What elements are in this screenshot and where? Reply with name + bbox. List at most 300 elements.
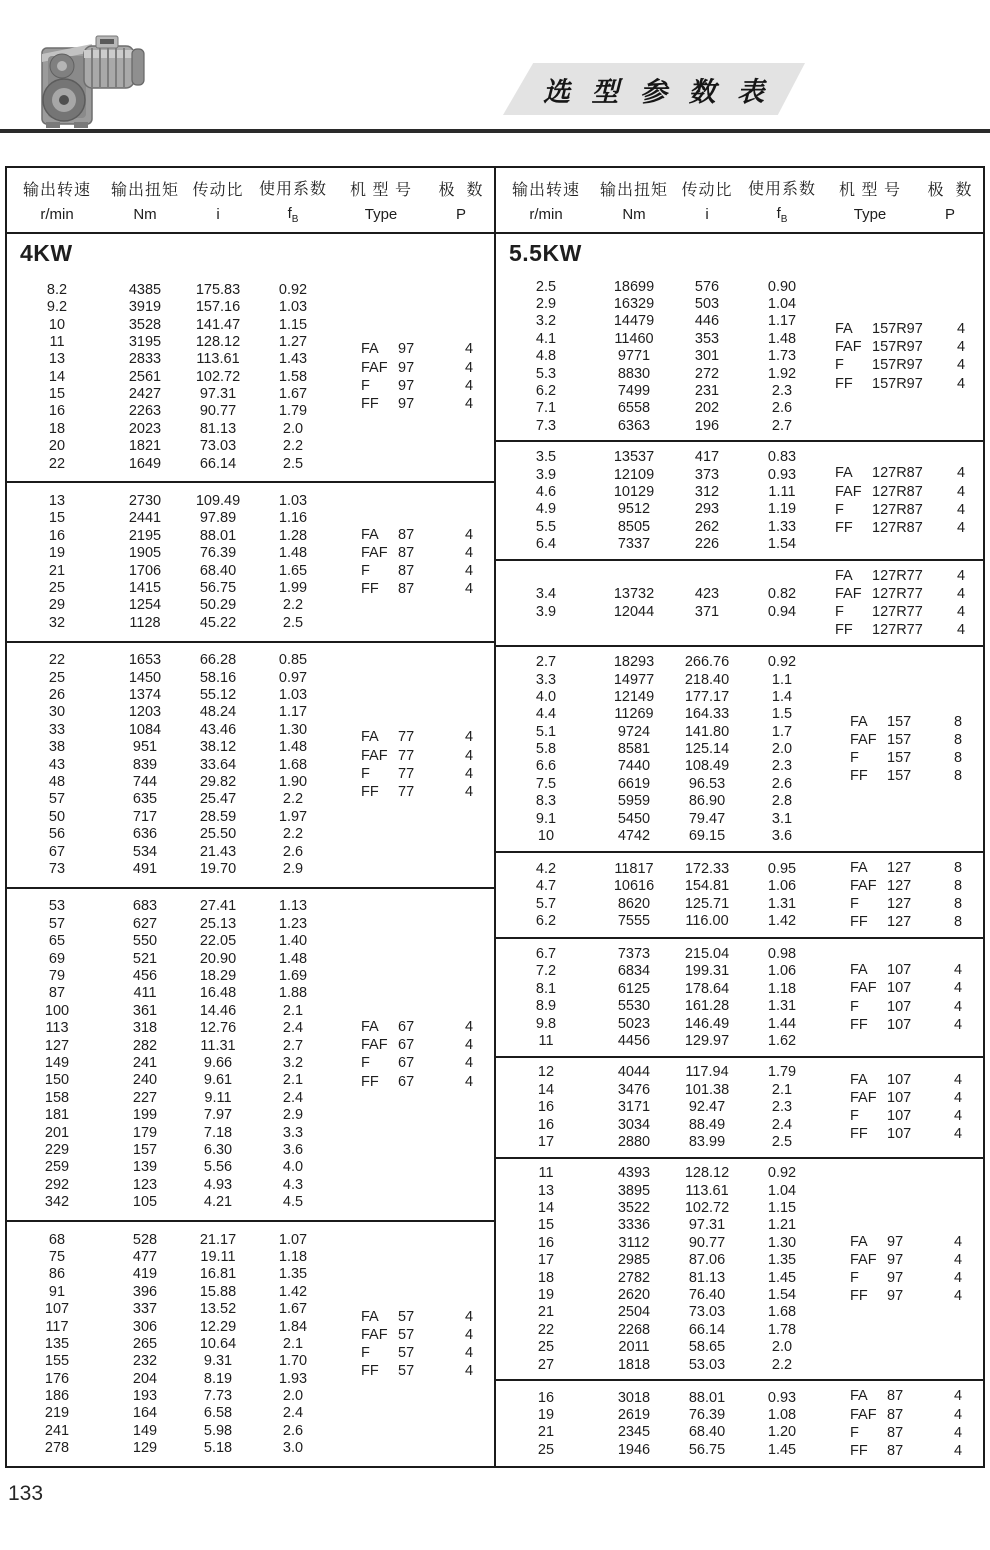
type-model: 127R87 xyxy=(872,501,923,518)
table-cell: 113.61 xyxy=(685,1182,729,1199)
table-cell: 1084 xyxy=(128,721,162,738)
table-cell: 16 xyxy=(537,1099,555,1116)
pole-count: 4 xyxy=(464,783,474,800)
table-cell: 179 xyxy=(132,1124,158,1141)
type-model: 87 xyxy=(887,1388,904,1405)
table-cell: 100 xyxy=(44,1002,70,1019)
table-cell: 87.06 xyxy=(688,1252,726,1269)
type-model: 157R97 xyxy=(872,375,923,392)
header-divider-rule xyxy=(0,129,990,133)
pole-count: 4 xyxy=(464,377,474,394)
table-cell: 97.31 xyxy=(199,386,237,403)
table-cell: 1.65 xyxy=(278,562,308,579)
table-row xyxy=(7,1353,333,1370)
pole-count: 4 xyxy=(956,483,966,500)
table-cell: 16.48 xyxy=(199,985,237,1002)
table-cell: 1.54 xyxy=(767,1287,797,1304)
table-cell: 105 xyxy=(132,1194,158,1211)
type-series: FAF xyxy=(850,980,877,997)
table-cell: 2.3 xyxy=(771,1099,793,1116)
header-type-en: Type xyxy=(364,206,398,223)
table-cell: 3.4 xyxy=(535,586,557,603)
table-cell: 2.9 xyxy=(535,296,557,313)
table-cell: 26 xyxy=(48,687,66,704)
table-cell: 4044 xyxy=(617,1064,651,1081)
table-cell: 265 xyxy=(132,1335,158,1352)
table-cell: 11460 xyxy=(614,330,654,347)
table-cell: 12109 xyxy=(613,466,655,483)
table-cell: 419 xyxy=(132,1266,158,1283)
table-cell: 177.17 xyxy=(684,688,730,705)
table-cell: 361 xyxy=(132,1002,158,1019)
table-row xyxy=(7,669,333,686)
type-row xyxy=(333,765,494,783)
header-col-speed xyxy=(7,168,107,232)
type-series: F xyxy=(361,765,370,782)
group-type-list xyxy=(822,713,983,786)
type-series: F xyxy=(835,501,844,518)
table-cell: 12.76 xyxy=(199,1020,237,1037)
table-cell: 107 xyxy=(44,1301,70,1318)
table-cell: 373 xyxy=(694,466,720,483)
type-series: FAF xyxy=(835,586,862,603)
table-cell: 2.6 xyxy=(282,843,304,860)
table-cell: 1.17 xyxy=(278,704,308,721)
table-cell: 14 xyxy=(48,368,66,385)
table-row xyxy=(496,723,822,740)
table-cell: 2.7 xyxy=(771,417,793,434)
table-cell: 1.4 xyxy=(771,688,793,705)
table-cell: 79.47 xyxy=(688,810,726,827)
table-row xyxy=(496,365,822,382)
table-cell: 2833 xyxy=(128,351,162,368)
table-cell: 155 xyxy=(44,1353,70,1370)
table-cell: 108.49 xyxy=(684,758,730,775)
table-cell: 154.81 xyxy=(684,878,730,895)
page-title-banner xyxy=(503,63,805,115)
table-cell: 3112 xyxy=(618,1234,650,1251)
parameter-group xyxy=(496,1379,983,1466)
table-cell: 186 xyxy=(44,1388,70,1405)
type-series: FAF xyxy=(835,339,862,356)
table-cell: 1.30 xyxy=(767,1234,797,1251)
type-model: 157 xyxy=(887,732,912,748)
table-cell: 10616 xyxy=(613,878,655,895)
table-cell: 86 xyxy=(48,1266,66,1283)
table-cell: 491 xyxy=(132,860,158,877)
header-torque-en: Nm xyxy=(133,206,157,223)
pole-count: 4 xyxy=(953,1388,963,1405)
type-series: FAF xyxy=(361,359,388,376)
table-cell: 1.42 xyxy=(278,1283,308,1300)
table-row xyxy=(7,438,333,455)
type-row xyxy=(822,603,983,621)
type-model: 157 xyxy=(887,750,912,767)
table-cell: 15 xyxy=(48,386,66,403)
table-cell: 2.6 xyxy=(771,400,793,417)
type-row xyxy=(822,1287,983,1305)
table-cell: 29 xyxy=(48,597,66,614)
table-cell: 1.62 xyxy=(767,1033,797,1050)
table-row xyxy=(496,603,822,620)
table-cell: 2.4 xyxy=(771,1116,793,1133)
table-cell: 178.64 xyxy=(684,980,730,997)
table-cell: 521 xyxy=(132,950,158,967)
type-series: F xyxy=(850,1270,859,1287)
table-cell: 66.14 xyxy=(688,1321,726,1338)
table-cell: 4.3 xyxy=(282,1176,304,1193)
type-row xyxy=(333,1308,494,1326)
table-row xyxy=(496,1015,822,1032)
table-row xyxy=(7,1020,333,1037)
table-cell: 3919 xyxy=(128,299,162,316)
table-row xyxy=(496,827,822,844)
table-row xyxy=(7,1054,333,1071)
table-cell: 262 xyxy=(694,518,720,535)
type-row xyxy=(333,340,494,358)
table-cell: 128.12 xyxy=(195,333,241,350)
table-cell: 81.13 xyxy=(199,420,237,437)
table-cell: 1.27 xyxy=(278,333,308,350)
table-cell: 5.1 xyxy=(535,723,557,740)
table-cell: 3018 xyxy=(617,1389,651,1406)
table-row xyxy=(7,316,333,333)
table-cell: 101.38 xyxy=(684,1081,730,1098)
table-cell: 4.5 xyxy=(282,1194,304,1211)
table-row xyxy=(7,420,333,437)
table-cell: 2620 xyxy=(617,1287,651,1304)
table-row xyxy=(7,597,333,614)
table-cell: 2268 xyxy=(617,1321,651,1338)
table-cell: 5023 xyxy=(617,1015,651,1032)
table-cell: 1.16 xyxy=(278,510,308,527)
table-cell: 48.24 xyxy=(199,704,237,721)
table-row xyxy=(496,1234,822,1251)
pole-count: 4 xyxy=(953,1270,963,1287)
table-cell: 4.93 xyxy=(203,1176,233,1193)
table-cell: 6125 xyxy=(617,980,651,997)
table-cell: 13732 xyxy=(613,586,655,603)
table-cell: 2.2 xyxy=(771,1356,793,1373)
table-cell: 6.2 xyxy=(535,383,557,399)
group-type-list xyxy=(822,320,983,393)
table-cell: 282 xyxy=(132,1037,158,1054)
table-cell: 20.90 xyxy=(199,950,237,967)
table-cell: 1.68 xyxy=(767,1304,797,1321)
type-row xyxy=(822,1405,983,1423)
table-cell: 25 xyxy=(537,1339,555,1356)
type-row xyxy=(822,567,983,585)
group-data-rows xyxy=(496,860,822,930)
table-cell: 38.12 xyxy=(199,739,237,756)
table-cell: 1.7 xyxy=(771,723,793,740)
table-row xyxy=(496,775,822,792)
table-cell: 292 xyxy=(44,1176,70,1193)
table-cell: 29.82 xyxy=(199,774,237,791)
table-cell: 76.39 xyxy=(199,545,237,562)
table-cell: 116.00 xyxy=(685,913,729,930)
table-cell: 7.97 xyxy=(203,1107,233,1124)
table-cell: 259 xyxy=(44,1159,70,1176)
table-cell: 9.8 xyxy=(535,1015,557,1032)
table-row xyxy=(496,400,822,417)
table-cell: 96.53 xyxy=(688,775,726,792)
table-cell: 73.03 xyxy=(688,1304,726,1321)
table-cell: 446 xyxy=(694,313,720,330)
table-cell: 25.50 xyxy=(199,826,237,843)
type-series: F xyxy=(361,1345,370,1362)
type-row xyxy=(822,877,983,895)
table-cell: 67 xyxy=(48,843,66,860)
table-cell: 193 xyxy=(132,1388,158,1405)
parameter-group xyxy=(7,641,494,887)
type-series: FF xyxy=(850,1016,868,1033)
table-cell: 129 xyxy=(132,1440,158,1457)
table-cell: 1905 xyxy=(128,545,162,562)
table-cell: 2.2 xyxy=(282,438,304,455)
type-row xyxy=(333,1072,494,1090)
table-cell: 1.40 xyxy=(278,933,308,950)
table-header xyxy=(7,168,494,234)
table-cell: 9.1 xyxy=(535,810,557,827)
type-row xyxy=(333,1344,494,1362)
table-cell: 1.5 xyxy=(771,706,793,723)
table-row xyxy=(496,671,822,688)
table-cell: 3.6 xyxy=(771,828,793,845)
table-cell: 53.03 xyxy=(688,1356,726,1373)
table-row xyxy=(496,1406,822,1423)
table-cell: 8.9 xyxy=(535,998,557,1015)
type-row xyxy=(822,1424,983,1442)
table-row xyxy=(7,860,333,877)
table-cell: 102.72 xyxy=(195,368,241,385)
groups-4kw xyxy=(7,272,494,1466)
type-series: FAF xyxy=(361,747,388,764)
table-row xyxy=(496,1182,822,1199)
table-cell: 69.15 xyxy=(688,828,726,845)
table-cell: 158 xyxy=(44,1089,70,1106)
table-row xyxy=(7,686,333,703)
table-row xyxy=(7,721,333,738)
table-cell: 18699 xyxy=(613,278,655,295)
table-cell: 7.73 xyxy=(203,1388,233,1405)
table-row xyxy=(7,1422,333,1439)
table-cell: 10 xyxy=(48,316,66,333)
table-cell: 2.0 xyxy=(282,420,304,437)
type-model: 127R87 xyxy=(872,519,923,536)
table-cell: 293 xyxy=(694,501,720,518)
header-col-speed xyxy=(496,168,596,232)
table-cell: 1.48 xyxy=(278,739,308,756)
table-cell: 90.77 xyxy=(688,1234,726,1251)
table-row xyxy=(496,1064,822,1081)
table-cell: 1.06 xyxy=(767,963,797,980)
table-cell: 1.17 xyxy=(767,313,797,330)
table-cell: 27 xyxy=(537,1356,555,1373)
type-model: 107 xyxy=(887,1108,912,1125)
table-cell: 14.46 xyxy=(199,1002,237,1019)
table-cell: 2011 xyxy=(618,1339,650,1356)
table-cell: 1254 xyxy=(128,597,162,614)
table-row xyxy=(496,295,822,312)
table-cell: 20 xyxy=(48,438,66,455)
table-row xyxy=(7,652,333,669)
type-model: 97 xyxy=(398,341,415,358)
table-cell: 2.0 xyxy=(771,741,793,758)
pole-count: 4 xyxy=(464,1055,474,1072)
group-data-rows xyxy=(7,898,333,1211)
table-row xyxy=(7,614,333,631)
table-cell: 1.13 xyxy=(278,898,308,915)
table-row xyxy=(496,1133,822,1150)
table-cell: 11817 xyxy=(614,860,654,877)
header-col-factor xyxy=(742,168,822,232)
table-cell: 1.1 xyxy=(771,671,793,688)
table-cell: 16 xyxy=(48,527,66,544)
type-series: FA xyxy=(850,859,868,876)
table-cell: 6363 xyxy=(617,417,651,434)
table-row xyxy=(7,739,333,756)
table-cell: 1821 xyxy=(128,438,162,455)
type-row xyxy=(333,562,494,580)
table-cell: 11.31 xyxy=(200,1037,236,1054)
table-cell: 10.64 xyxy=(199,1335,237,1352)
table-cell: 1.67 xyxy=(278,1301,308,1318)
table-row xyxy=(496,706,822,723)
table-row xyxy=(496,1081,822,1098)
table-row xyxy=(7,808,333,825)
table-row xyxy=(496,1252,822,1269)
type-model: 77 xyxy=(398,783,415,800)
table-cell: 11 xyxy=(538,1165,554,1182)
type-row xyxy=(822,961,983,979)
table-cell: 88.01 xyxy=(199,527,237,544)
table-cell: 1.18 xyxy=(767,980,797,997)
type-model: 57 xyxy=(398,1363,415,1380)
type-row xyxy=(822,1016,983,1034)
table-cell: 10 xyxy=(537,828,555,845)
type-model: 127 xyxy=(887,859,912,876)
type-model: 127 xyxy=(887,896,912,913)
type-series: F xyxy=(361,1055,370,1072)
table-cell: 0.97 xyxy=(278,669,308,686)
type-model: 127R87 xyxy=(872,483,923,500)
table-cell: 3.0 xyxy=(282,1440,304,1457)
group-type-list xyxy=(822,961,983,1034)
table-cell: 9.61 xyxy=(203,1072,233,1089)
table-row xyxy=(496,518,822,535)
type-series: FA xyxy=(850,962,868,979)
table-row xyxy=(7,545,333,562)
type-model: 57 xyxy=(398,1326,415,1343)
pole-count: 4 xyxy=(464,1308,474,1325)
pole-count: 8 xyxy=(953,859,963,876)
table-cell: 202 xyxy=(694,400,720,417)
type-series: FF xyxy=(835,375,853,392)
table-cell: 417 xyxy=(694,449,720,466)
table-cell: 25.47 xyxy=(199,791,237,808)
table-cell: 117 xyxy=(45,1318,69,1335)
table-cell: 7.3 xyxy=(535,417,557,434)
header-col-type xyxy=(822,168,918,232)
table-cell: 19 xyxy=(48,545,66,562)
table-cell: 69 xyxy=(48,950,66,967)
type-model: 77 xyxy=(398,765,415,782)
pole-count: 4 xyxy=(953,1126,963,1143)
type-row xyxy=(822,585,983,603)
table-cell: 125.14 xyxy=(684,741,730,758)
parameter-group xyxy=(7,481,494,640)
table-cell: 3.9 xyxy=(535,603,557,620)
table-row xyxy=(7,826,333,843)
table-cell: 3476 xyxy=(617,1081,651,1098)
type-row xyxy=(822,621,983,639)
table-cell: 5.7 xyxy=(535,895,557,912)
table-row xyxy=(496,501,822,518)
type-model: 77 xyxy=(398,747,415,764)
table-cell: 1415 xyxy=(128,580,162,597)
table-row xyxy=(7,527,333,544)
table-cell: 1.19 xyxy=(767,501,797,518)
table-cell: 6558 xyxy=(617,400,651,417)
table-cell: 528 xyxy=(132,1231,158,1248)
table-cell: 21 xyxy=(48,562,66,579)
table-cell: 0.90 xyxy=(767,278,797,295)
header-factor-en: $f_B$ xyxy=(287,204,299,225)
table-cell: 1450 xyxy=(128,669,162,686)
table-cell: 9.66 xyxy=(203,1054,233,1071)
pole-count: 4 xyxy=(953,980,963,997)
table-cell: 3034 xyxy=(617,1116,651,1133)
type-series: FAF xyxy=(850,1406,877,1423)
table-row xyxy=(7,333,333,350)
type-model: 97 xyxy=(887,1251,904,1268)
table-cell: 1.84 xyxy=(278,1318,308,1335)
table-cell: 0.83 xyxy=(767,449,797,466)
table-cell: 1203 xyxy=(128,704,162,721)
table-cell: 1.33 xyxy=(767,518,797,535)
table-cell: 97.31 xyxy=(688,1217,726,1234)
type-model: 97 xyxy=(398,377,415,394)
type-model: 127R77 xyxy=(872,622,923,639)
table-cell: 53 xyxy=(48,898,66,915)
table-cell: 1.21 xyxy=(767,1217,797,1234)
table-4kw xyxy=(7,168,494,1466)
table-cell: 2504 xyxy=(617,1304,651,1321)
table-cell: 21 xyxy=(537,1304,555,1321)
table-cell: 2.2 xyxy=(282,597,304,614)
pole-count: 8 xyxy=(953,877,963,894)
type-model: 97 xyxy=(887,1270,904,1287)
type-model: 127R77 xyxy=(872,567,923,584)
table-cell: 50.29 xyxy=(199,597,237,614)
table-cell: 21.43 xyxy=(199,843,237,860)
table-cell: 50 xyxy=(48,808,66,825)
type-row xyxy=(822,482,983,500)
table-row xyxy=(7,1370,333,1387)
group-data-rows xyxy=(496,653,822,844)
table-row xyxy=(496,758,822,775)
table-cell: 117.94 xyxy=(685,1064,729,1081)
table-row xyxy=(7,1318,333,1335)
table-cell: 2.7 xyxy=(535,654,557,671)
table-cell: 13 xyxy=(48,493,66,510)
type-model: 87 xyxy=(887,1406,904,1423)
table-cell: 181 xyxy=(44,1107,70,1124)
table-cell: 371 xyxy=(694,603,720,620)
table-cell: 7.2 xyxy=(535,963,557,980)
table-cell: 5.5 xyxy=(535,518,557,535)
